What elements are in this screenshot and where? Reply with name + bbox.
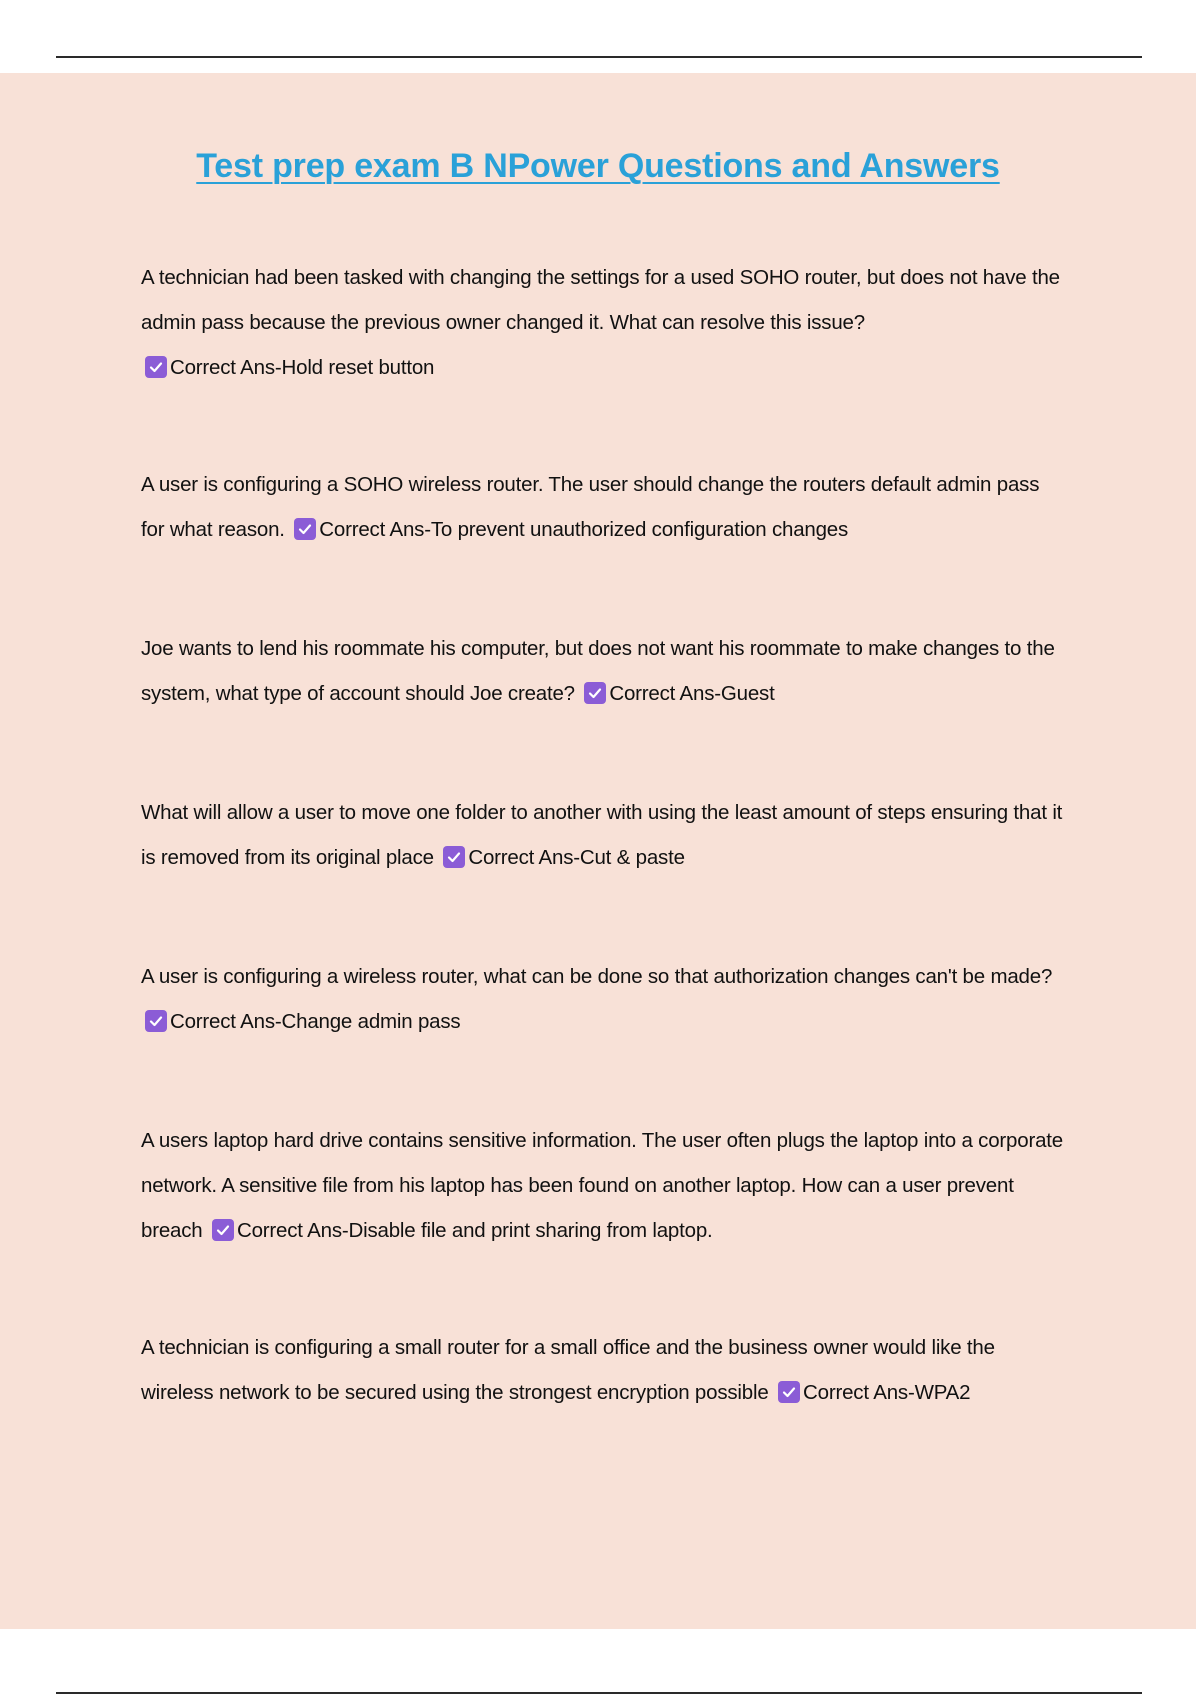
question-text: A users laptop hard drive contains sensitive information. The user often plugs the laptop into a corporate network. A sensitive file from his laptop has been found on another laptop. How can a user prevent breach [141, 1129, 1063, 1242]
answer-text: Correct Ans-Hold reset button [170, 356, 435, 379]
question-text: A technician had been tasked with changing the settings for a used SOHO router, but does not have the admin pass because the previous owner changed it. What can resolve this issue? [141, 266, 1060, 334]
answer-text: Correct Ans-Disable file and print sharing from laptop. [236, 1219, 713, 1242]
question-text: A user is configuring a wireless router, what can be done so that authorization changes can't be made? [141, 965, 1053, 988]
checkbox-checked-icon [145, 356, 167, 378]
checkbox-checked-icon [294, 518, 316, 540]
document-page [0, 73, 1196, 1629]
qa-item [141, 790, 1066, 880]
checkbox-checked-icon [584, 682, 606, 704]
answer-text: Correct Ans-Guest [609, 682, 775, 705]
answer-text: Correct Ans-Cut & paste [468, 846, 685, 869]
qa-item [141, 462, 1066, 552]
question-text: What will allow a user to move one folder to another with using the least amount of steps ensuring that it is removed from its original place [141, 801, 1063, 869]
document-title: Test prep exam B NPower Questions and Answers [196, 147, 1000, 185]
checkbox-checked-icon [778, 1381, 800, 1403]
qa-item [141, 1325, 1066, 1415]
answer-text: Correct Ans-Change admin pass [170, 1010, 461, 1033]
checkbox-checked-icon [145, 1010, 167, 1032]
top-divider [56, 56, 1142, 58]
qa-item [141, 1118, 1066, 1253]
answer-text: Correct Ans-WPA2 [803, 1381, 971, 1404]
qa-item [141, 626, 1066, 716]
answer-text: Correct Ans-To prevent unauthorized configuration changes [319, 518, 849, 541]
question-text: A technician is configuring a small router for a small office and the business owner would like the wireless network to be secured using the strongest encryption possible [141, 1336, 995, 1404]
checkbox-checked-icon [443, 846, 465, 868]
question-text: A user is configuring a SOHO wireless router. The user should change the routers default admin pass for what reason. [141, 473, 1040, 541]
qa-item [141, 954, 1066, 1044]
bottom-divider [56, 1692, 1142, 1694]
checkbox-checked-icon [212, 1219, 234, 1241]
question-text: Joe wants to lend his roommate his computer, but does not want his roommate to make changes to the system, what type of account should Joe create? [141, 637, 1055, 705]
qa-item [141, 255, 1066, 390]
